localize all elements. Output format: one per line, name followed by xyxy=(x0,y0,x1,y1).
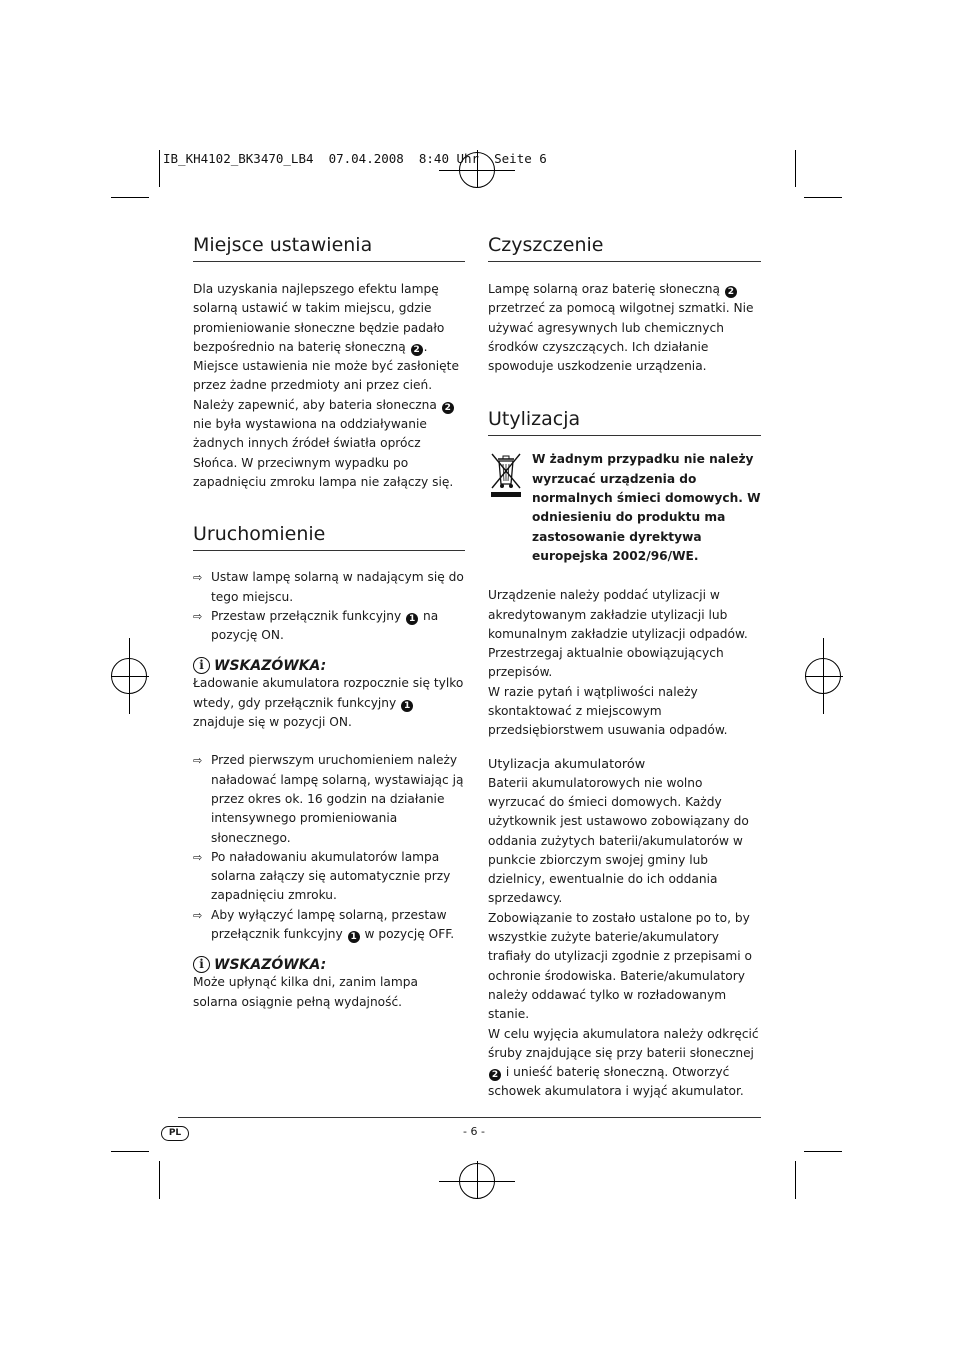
cleaning-paragraph: Lampę solarną oraz baterię słoneczną 2 przetrzeć za pomocą wilgotnej szmatki. Nie używać agresywnych lub chemicznych środków czyszczących. Ich działanie spowoduje uszkodzenie urządzenia. xyxy=(488,282,754,374)
ref-2-icon: 2 xyxy=(489,1069,501,1081)
info-icon: i xyxy=(193,657,210,674)
disposal-paragraph: Urządzenie należy poddać utylizacji w akredytowanym zakładzie utylizacji lub komunalnym zakładzie utylizacji odpadów. xyxy=(488,588,748,641)
subsection-title-battery-disposal: Utylizacja akumulatorów xyxy=(488,756,646,772)
ref-2-icon: 2 xyxy=(442,402,454,414)
crossed-bin-icon xyxy=(488,450,524,502)
arrow-right-icon: ⇨ xyxy=(193,571,203,585)
weee-warning-text: W żadnym przypadku nie należy wyrzucać urządzenia do normalnych śmieci domowych. W odniesieniu do produktu ma zastosowanie dyrektywa europejska 2002/96/WE. xyxy=(532,452,761,563)
section-title-disposal: Utylizacja xyxy=(488,406,761,436)
ref-1-icon: 1 xyxy=(348,931,360,943)
battery-paragraph: Baterii akumulatorowych nie wolno wyrzucać do śmieci domowych. Każdy użytkownik jest ustawowo zobowiązany do oddania zużytych baterii/akumulatorów w punkcie zbiorczym swojej gminy lub dzielnicy, ewentualnie do ich oddania sprzedawcy. xyxy=(488,775,749,906)
print-slug: IB_KH4102_BK3470_LB4 07.04.2008 8:40 Uhr Seite 6 xyxy=(163,151,547,166)
ref-2-icon: 2 xyxy=(725,286,737,298)
note-heading: i WSKAZÓWKA: xyxy=(193,657,465,674)
ref-1-icon: 1 xyxy=(406,613,418,625)
crop-mark xyxy=(804,1151,842,1152)
placement-paragraph: Dla uzyskania najlepszego efektu lampę solarną ustawić w takim miejscu, gdzie promieniowanie słoneczne będzie padało bezpośrednio na baterię słoneczną 2 . Miejsce ustawienia nie może być zasłonięte przez żadne przedmioty ani przez cień. Należy zapewnić, aby bateria słoneczna 2 nie była wystawiona na oddziaływanie żadnych innych źródeł światła oprócz Słońca. W przeciwnym wypadku po zapadnięciu zmroku lampa nie załączy się. xyxy=(193,282,459,489)
note-heading: i WSKAZÓWKA: xyxy=(193,956,465,973)
arrow-right-icon: ⇨ xyxy=(193,908,203,922)
crop-mark xyxy=(159,1161,160,1199)
bullet-item: ⇨ Przestaw przełącznik funkcyjny 1 na pozycję ON. xyxy=(193,607,465,646)
weee-warning xyxy=(488,450,761,566)
disposal-paragraph: W razie pytań i wątpliwości należy skontaktować z miejscowym przedsiębiorstwem usuwania odpadów. xyxy=(488,684,728,738)
section-title-placement: Miejsce ustawienia xyxy=(193,232,465,262)
crop-mark xyxy=(804,197,842,198)
section-title-startup: Uruchomienie xyxy=(193,521,465,551)
section-title-cleaning: Czyszczenie xyxy=(488,232,761,262)
note-text: Może upłynąć kilka dni, zanim lampa solarna osiągnie pełną wydajność. xyxy=(193,975,418,1009)
crop-mark xyxy=(111,1151,149,1152)
battery-paragraph: Zobowiązanie to zostało ustalone po to, by wszystkie zużyte baterie/akumulatory trafiały do utylizacji zgodnie z przepisami o ochronie środowiska. Baterie/akumulatory należy oddawać tylko w rozładowanym stanie. xyxy=(488,910,752,1022)
note-text: Ładowanie akumulatora rozpocznie się tylko wtedy, gdy przełącznik funkcyjny 1 znajduje się w pozycji ON. xyxy=(193,676,464,730)
disposal-paragraph: Przestrzegaj aktualnie obowiązujących przepisów. xyxy=(488,646,724,680)
footer-rule xyxy=(178,1117,761,1118)
bullet-item: ⇨ Po naładowaniu akumulatorów lampa solarna załączy się automatycznie przy zapadnięciu zmroku. xyxy=(193,848,465,906)
language-badge: PL xyxy=(161,1126,189,1141)
crop-mark xyxy=(111,197,149,198)
ref-1-icon: 1 xyxy=(401,700,413,712)
battery-paragraph: W celu wyjęcia akumulatora należy odkręcić śruby znajdujące się przy baterii słonecznej 2 i unieść baterię słoneczną. Otworzyć schowek akumulatora i wyjąć akumulator. xyxy=(488,1026,759,1099)
page-number: - 6 - xyxy=(463,1125,485,1138)
crop-mark xyxy=(795,150,796,187)
bullet-item: ⇨ Ustaw lampę solarną w nadającym się do tego miejscu. xyxy=(193,568,465,607)
arrow-right-icon: ⇨ xyxy=(193,754,203,768)
right-column xyxy=(488,232,761,1102)
arrow-right-icon: ⇨ xyxy=(193,609,203,623)
bullet-item: ⇨ Aby wyłączyć lampę solarną, przestaw przełącznik funkcyjny 1 w pozycję OFF. xyxy=(193,906,465,945)
crop-mark xyxy=(795,1161,796,1199)
arrow-right-icon: ⇨ xyxy=(193,850,203,864)
left-column xyxy=(193,232,465,1012)
ref-2-icon: 2 xyxy=(411,344,423,356)
crop-mark xyxy=(159,150,160,187)
info-icon: i xyxy=(193,956,210,973)
bullet-item: ⇨ Przed pierwszym uruchomieniem należy naładować lampę solarną, wystawiając ją przez okres ok. 16 godzin na działanie intensywnego promieniowania słonecznego. xyxy=(193,751,465,847)
